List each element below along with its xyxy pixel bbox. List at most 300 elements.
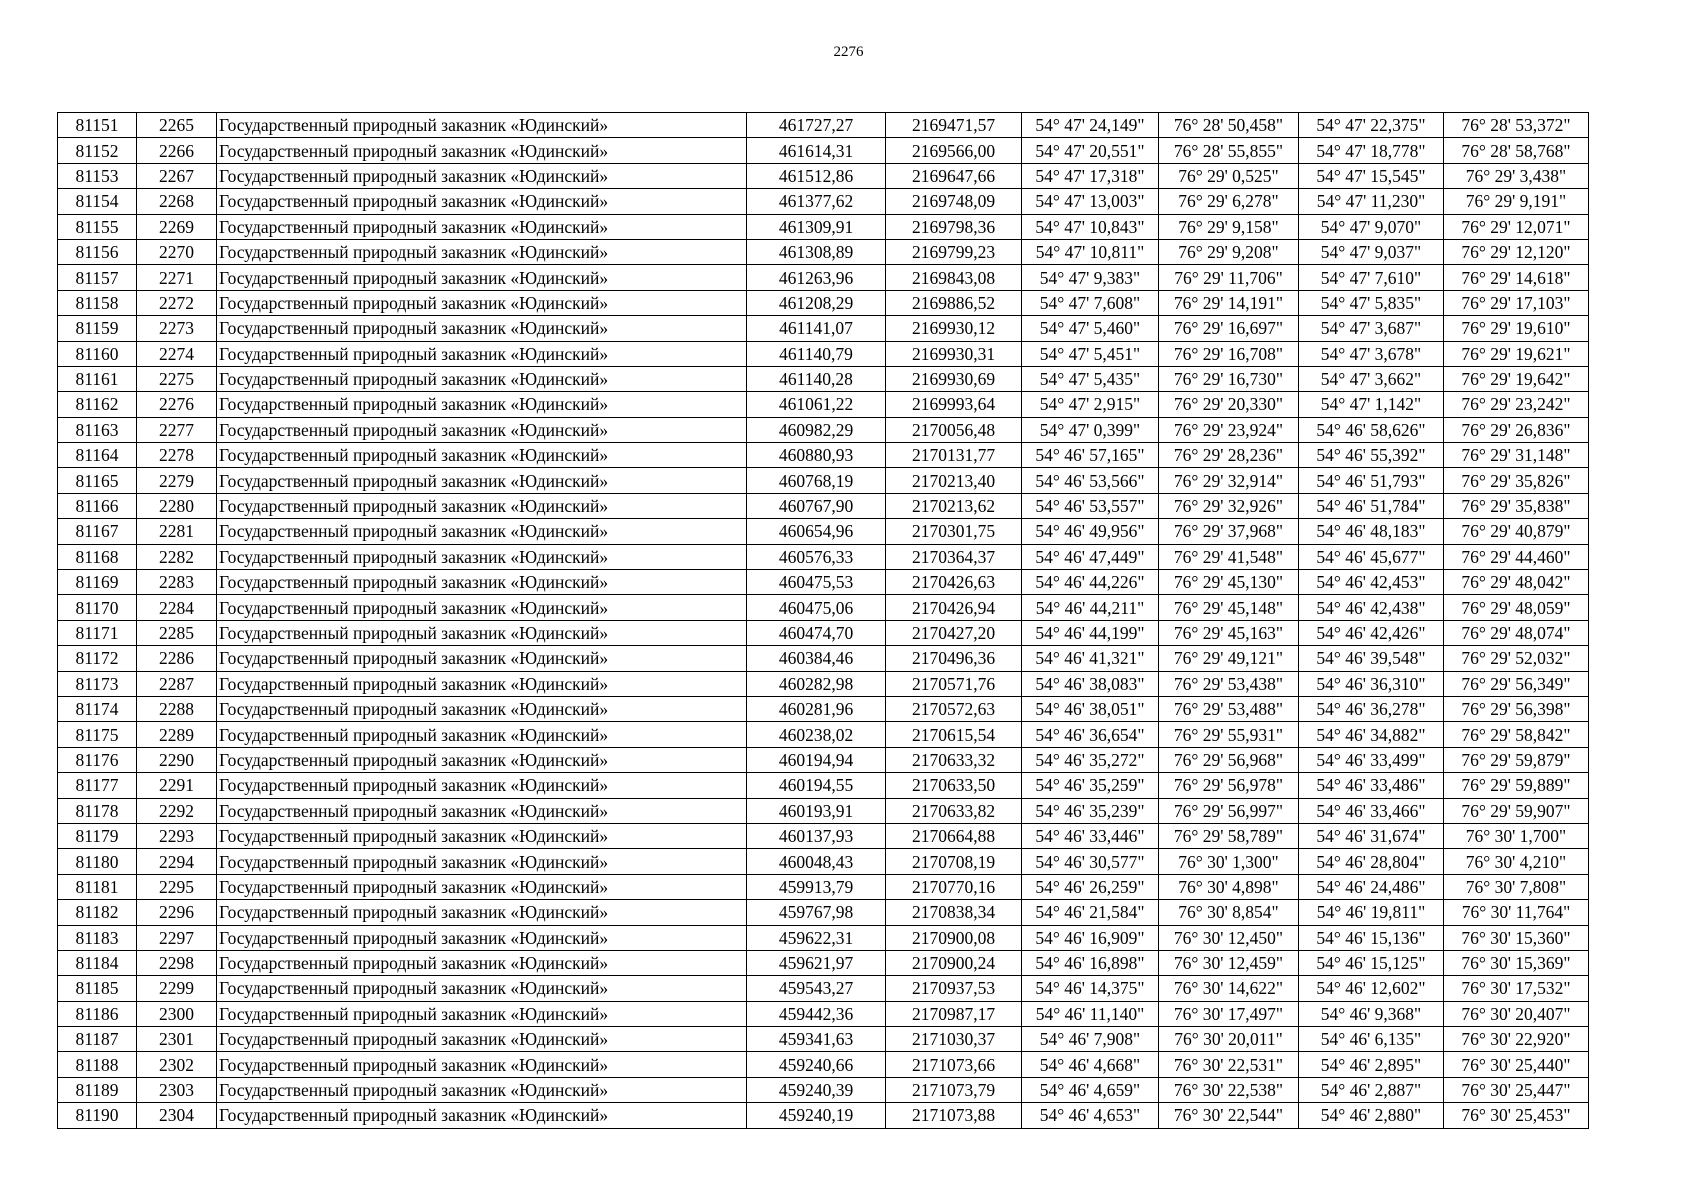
latitude-1-cell: 54° 47' 17,318" [1022,163,1159,188]
longitude-2-cell: 76° 29' 31,148" [1444,443,1589,468]
row-index-cell: 81161 [58,366,137,391]
latitude-2-cell: 54° 46' 15,125" [1299,950,1444,975]
latitude-1-cell: 54° 46' 21,584" [1022,900,1159,925]
row-index-cell: 81188 [58,1052,137,1077]
y-coordinate-cell: 2170633,50 [886,773,1022,798]
x-coordinate-cell: 460576,33 [747,544,886,569]
object-name-cell: Государственный природный заказник «Юдинский» [217,595,747,620]
point-number-cell: 2291 [137,773,217,798]
longitude-2-cell: 76° 29' 59,879" [1444,747,1589,772]
x-coordinate-cell: 460474,70 [747,620,886,645]
latitude-1-cell: 54° 46' 35,259" [1022,773,1159,798]
y-coordinate-cell: 2171030,37 [886,1027,1022,1052]
point-number-cell: 2285 [137,620,217,645]
y-coordinate-cell: 2171073,66 [886,1052,1022,1077]
x-coordinate-cell: 459240,39 [747,1077,886,1102]
longitude-1-cell: 76° 29' 45,163" [1159,620,1299,645]
latitude-1-cell: 54° 46' 49,956" [1022,519,1159,544]
point-number-cell: 2289 [137,722,217,747]
latitude-1-cell: 54° 47' 5,451" [1022,341,1159,366]
point-number-cell: 2266 [137,138,217,163]
row-index-cell: 81177 [58,773,137,798]
x-coordinate-cell: 460768,19 [747,468,886,493]
latitude-1-cell: 54° 46' 36,654" [1022,722,1159,747]
longitude-1-cell: 76° 29' 23,924" [1159,417,1299,442]
row-index-cell: 81154 [58,189,137,214]
y-coordinate-cell: 2170427,20 [886,620,1022,645]
row-index-cell: 81171 [58,620,137,645]
y-coordinate-cell: 2171073,79 [886,1077,1022,1102]
object-name-cell: Государственный природный заказник «Юдинский» [217,316,747,341]
point-number-cell: 2275 [137,366,217,391]
longitude-2-cell: 76° 29' 59,889" [1444,773,1589,798]
longitude-2-cell: 76° 29' 48,074" [1444,620,1589,645]
longitude-1-cell: 76° 29' 16,697" [1159,316,1299,341]
y-coordinate-cell: 2169566,00 [886,138,1022,163]
latitude-2-cell: 54° 47' 15,545" [1299,163,1444,188]
longitude-2-cell: 76° 29' 12,071" [1444,214,1589,239]
x-coordinate-cell: 459621,97 [747,950,886,975]
longitude-1-cell: 76° 30' 22,544" [1159,1103,1299,1128]
x-coordinate-cell: 460880,93 [747,443,886,468]
point-number-cell: 2268 [137,189,217,214]
table-row [58,976,1589,1001]
latitude-2-cell: 54° 46' 58,626" [1299,417,1444,442]
longitude-1-cell: 76° 29' 32,914" [1159,468,1299,493]
x-coordinate-cell: 460238,02 [747,722,886,747]
y-coordinate-cell: 2169799,23 [886,239,1022,264]
object-name-cell: Государственный природный заказник «Юдинский» [217,1052,747,1077]
latitude-1-cell: 54° 46' 4,653" [1022,1103,1159,1128]
longitude-1-cell: 76° 30' 1,300" [1159,849,1299,874]
point-number-cell: 2284 [137,595,217,620]
point-number-cell: 2272 [137,290,217,315]
table-row [58,900,1589,925]
y-coordinate-cell: 2170213,62 [886,493,1022,518]
longitude-1-cell: 76° 30' 12,450" [1159,925,1299,950]
row-index-cell: 81180 [58,849,137,874]
point-number-cell: 2301 [137,1027,217,1052]
table-row [58,519,1589,544]
longitude-2-cell: 76° 29' 48,059" [1444,595,1589,620]
table-row [58,1103,1589,1128]
row-index-cell: 81179 [58,823,137,848]
row-index-cell: 81157 [58,265,137,290]
x-coordinate-cell: 461140,79 [747,341,886,366]
object-name-cell: Государственный природный заказник «Юдинский» [217,239,747,264]
row-index-cell: 81187 [58,1027,137,1052]
latitude-2-cell: 54° 46' 31,674" [1299,823,1444,848]
x-coordinate-cell: 460282,98 [747,671,886,696]
x-coordinate-cell: 461377,62 [747,189,886,214]
row-index-cell: 81170 [58,595,137,620]
point-number-cell: 2283 [137,570,217,595]
row-index-cell: 81162 [58,392,137,417]
y-coordinate-cell: 2169993,64 [886,392,1022,417]
object-name-cell: Государственный природный заказник «Юдинский» [217,189,747,214]
row-index-cell: 81174 [58,696,137,721]
point-number-cell: 2273 [137,316,217,341]
point-number-cell: 2281 [137,519,217,544]
x-coordinate-cell: 460194,55 [747,773,886,798]
longitude-1-cell: 76° 30' 22,531" [1159,1052,1299,1077]
latitude-1-cell: 54° 46' 47,449" [1022,544,1159,569]
object-name-cell: Государственный природный заказник «Юдинский» [217,1077,747,1102]
table-row [58,214,1589,239]
y-coordinate-cell: 2170615,54 [886,722,1022,747]
latitude-1-cell: 54° 47' 20,551" [1022,138,1159,163]
object-name-cell: Государственный природный заказник «Юдинский» [217,570,747,595]
longitude-2-cell: 76° 29' 35,838" [1444,493,1589,518]
table-row [58,544,1589,569]
object-name-cell: Государственный природный заказник «Юдинский» [217,113,747,138]
table-row [58,1027,1589,1052]
latitude-1-cell: 54° 47' 24,149" [1022,113,1159,138]
y-coordinate-cell: 2169471,57 [886,113,1022,138]
latitude-2-cell: 54° 46' 2,895" [1299,1052,1444,1077]
latitude-2-cell: 54° 46' 33,466" [1299,798,1444,823]
row-index-cell: 81172 [58,646,137,671]
row-index-cell: 81153 [58,163,137,188]
longitude-2-cell: 76° 30' 7,808" [1444,874,1589,899]
row-index-cell: 81182 [58,900,137,925]
longitude-1-cell: 76° 29' 9,208" [1159,239,1299,264]
longitude-1-cell: 76° 29' 56,997" [1159,798,1299,823]
table-row [58,316,1589,341]
y-coordinate-cell: 2170987,17 [886,1001,1022,1026]
point-number-cell: 2270 [137,239,217,264]
x-coordinate-cell: 460137,93 [747,823,886,848]
longitude-2-cell: 76° 29' 52,032" [1444,646,1589,671]
y-coordinate-cell: 2169647,66 [886,163,1022,188]
longitude-2-cell: 76° 29' 48,042" [1444,570,1589,595]
x-coordinate-cell: 460475,06 [747,595,886,620]
longitude-1-cell: 76° 29' 14,191" [1159,290,1299,315]
latitude-2-cell: 54° 46' 51,793" [1299,468,1444,493]
longitude-2-cell: 76° 29' 26,836" [1444,417,1589,442]
longitude-1-cell: 76° 29' 49,121" [1159,646,1299,671]
point-number-cell: 2304 [137,1103,217,1128]
latitude-1-cell: 54° 46' 35,272" [1022,747,1159,772]
object-name-cell: Государственный природный заказник «Юдинский» [217,620,747,645]
row-index-cell: 81168 [58,544,137,569]
longitude-2-cell: 76° 29' 59,907" [1444,798,1589,823]
table-row [58,138,1589,163]
row-index-cell: 81181 [58,874,137,899]
longitude-1-cell: 76° 30' 14,622" [1159,976,1299,1001]
table-row [58,1001,1589,1026]
x-coordinate-cell: 460982,29 [747,417,886,442]
table-row [58,722,1589,747]
point-number-cell: 2299 [137,976,217,1001]
table-row [58,671,1589,696]
point-number-cell: 2267 [137,163,217,188]
latitude-2-cell: 54° 46' 9,368" [1299,1001,1444,1026]
latitude-1-cell: 54° 46' 30,577" [1022,849,1159,874]
table-body [58,113,1589,1129]
table-row [58,163,1589,188]
latitude-2-cell: 54° 46' 48,183" [1299,519,1444,544]
y-coordinate-cell: 2169886,52 [886,290,1022,315]
point-number-cell: 2288 [137,696,217,721]
latitude-1-cell: 54° 46' 53,557" [1022,493,1159,518]
point-number-cell: 2274 [137,341,217,366]
object-name-cell: Государственный природный заказник «Юдинский» [217,366,747,391]
y-coordinate-cell: 2170838,34 [886,900,1022,925]
object-name-cell: Государственный природный заказник «Юдинский» [217,214,747,239]
table-row [58,239,1589,264]
longitude-1-cell: 76° 29' 0,525" [1159,163,1299,188]
y-coordinate-cell: 2169930,12 [886,316,1022,341]
row-index-cell: 81158 [58,290,137,315]
table-row [58,366,1589,391]
page-number: 2276 [833,44,864,60]
longitude-2-cell: 76° 29' 9,191" [1444,189,1589,214]
y-coordinate-cell: 2170633,82 [886,798,1022,823]
table-row [58,950,1589,975]
latitude-1-cell: 54° 47' 13,003" [1022,189,1159,214]
longitude-1-cell: 76° 29' 56,978" [1159,773,1299,798]
longitude-2-cell: 76° 29' 40,879" [1444,519,1589,544]
y-coordinate-cell: 2170633,32 [886,747,1022,772]
latitude-2-cell: 54° 46' 55,392" [1299,443,1444,468]
latitude-2-cell: 54° 47' 7,610" [1299,265,1444,290]
object-name-cell: Государственный природный заказник «Юдинский» [217,773,747,798]
longitude-2-cell: 76° 29' 17,103" [1444,290,1589,315]
table-row [58,1077,1589,1102]
object-name-cell: Государственный природный заказник «Юдинский» [217,392,747,417]
x-coordinate-cell: 460654,96 [747,519,886,544]
row-index-cell: 81178 [58,798,137,823]
row-index-cell: 81185 [58,976,137,1001]
object-name-cell: Государственный природный заказник «Юдинский» [217,493,747,518]
latitude-1-cell: 54° 47' 9,383" [1022,265,1159,290]
y-coordinate-cell: 2170900,08 [886,925,1022,950]
longitude-1-cell: 76° 29' 11,706" [1159,265,1299,290]
point-number-cell: 2296 [137,900,217,925]
y-coordinate-cell: 2169798,36 [886,214,1022,239]
x-coordinate-cell: 459767,98 [747,900,886,925]
longitude-1-cell: 76° 29' 28,236" [1159,443,1299,468]
longitude-2-cell: 76° 30' 17,532" [1444,976,1589,1001]
x-coordinate-cell: 461208,29 [747,290,886,315]
latitude-1-cell: 54° 46' 4,659" [1022,1077,1159,1102]
longitude-1-cell: 76° 29' 20,330" [1159,392,1299,417]
table-row [58,849,1589,874]
latitude-1-cell: 54° 47' 5,435" [1022,366,1159,391]
x-coordinate-cell: 461140,28 [747,366,886,391]
x-coordinate-cell: 461727,27 [747,113,886,138]
y-coordinate-cell: 2170301,75 [886,519,1022,544]
row-index-cell: 81186 [58,1001,137,1026]
latitude-1-cell: 54° 46' 41,321" [1022,646,1159,671]
object-name-cell: Государственный природный заказник «Юдинский» [217,138,747,163]
table-row [58,798,1589,823]
longitude-2-cell: 76° 28' 53,372" [1444,113,1589,138]
longitude-2-cell: 76° 29' 19,610" [1444,316,1589,341]
point-number-cell: 2292 [137,798,217,823]
y-coordinate-cell: 2170664,88 [886,823,1022,848]
longitude-2-cell: 76° 30' 15,369" [1444,950,1589,975]
latitude-2-cell: 54° 46' 36,278" [1299,696,1444,721]
longitude-2-cell: 76° 30' 15,360" [1444,925,1589,950]
object-name-cell: Государственный природный заказник «Юдинский» [217,519,747,544]
row-index-cell: 81176 [58,747,137,772]
x-coordinate-cell: 461141,07 [747,316,886,341]
row-index-cell: 81152 [58,138,137,163]
x-coordinate-cell: 460194,94 [747,747,886,772]
y-coordinate-cell: 2169930,69 [886,366,1022,391]
latitude-1-cell: 54° 47' 0,399" [1022,417,1159,442]
y-coordinate-cell: 2170708,19 [886,849,1022,874]
object-name-cell: Государственный природный заказник «Юдинский» [217,544,747,569]
object-name-cell: Государственный природный заказник «Юдинский» [217,290,747,315]
object-name-cell: Государственный природный заказник «Юдинский» [217,468,747,493]
x-coordinate-cell: 461309,91 [747,214,886,239]
table-row [58,189,1589,214]
table-row [58,773,1589,798]
row-index-cell: 81155 [58,214,137,239]
y-coordinate-cell: 2170900,24 [886,950,1022,975]
object-name-cell: Государственный природный заказник «Юдинский» [217,849,747,874]
latitude-2-cell: 54° 47' 1,142" [1299,392,1444,417]
point-number-cell: 2265 [137,113,217,138]
longitude-1-cell: 76° 29' 37,968" [1159,519,1299,544]
x-coordinate-cell: 459341,63 [747,1027,886,1052]
point-number-cell: 2290 [137,747,217,772]
point-number-cell: 2280 [137,493,217,518]
longitude-2-cell: 76° 29' 35,826" [1444,468,1589,493]
latitude-1-cell: 54° 46' 7,908" [1022,1027,1159,1052]
point-number-cell: 2271 [137,265,217,290]
longitude-2-cell: 76° 30' 4,210" [1444,849,1589,874]
object-name-cell: Государственный природный заказник «Юдинский» [217,671,747,696]
object-name-cell: Государственный природный заказник «Юдинский» [217,798,747,823]
longitude-1-cell: 76° 29' 53,488" [1159,696,1299,721]
point-number-cell: 2302 [137,1052,217,1077]
x-coordinate-cell: 459442,36 [747,1001,886,1026]
table-row [58,341,1589,366]
latitude-2-cell: 54° 46' 42,453" [1299,570,1444,595]
latitude-1-cell: 54° 46' 4,668" [1022,1052,1159,1077]
object-name-cell: Государственный природный заказник «Юдинский» [217,1027,747,1052]
latitude-2-cell: 54° 46' 28,804" [1299,849,1444,874]
object-name-cell: Государственный природный заказник «Юдинский» [217,747,747,772]
table-row [58,823,1589,848]
longitude-1-cell: 76° 30' 22,538" [1159,1077,1299,1102]
longitude-2-cell: 76° 30' 1,700" [1444,823,1589,848]
object-name-cell: Государственный природный заказник «Юдинский» [217,417,747,442]
row-index-cell: 81175 [58,722,137,747]
point-number-cell: 2279 [137,468,217,493]
point-number-cell: 2297 [137,925,217,950]
latitude-2-cell: 54° 46' 45,677" [1299,544,1444,569]
table-row [58,113,1589,138]
row-index-cell: 81189 [58,1077,137,1102]
table-row [58,468,1589,493]
object-name-cell: Государственный природный заказник «Юдинский» [217,722,747,747]
longitude-2-cell: 76° 29' 23,242" [1444,392,1589,417]
coordinates-table [57,112,1589,1129]
latitude-2-cell: 54° 46' 15,136" [1299,925,1444,950]
latitude-1-cell: 54° 46' 44,211" [1022,595,1159,620]
object-name-cell: Государственный природный заказник «Юдинский» [217,823,747,848]
x-coordinate-cell: 459913,79 [747,874,886,899]
object-name-cell: Государственный природный заказник «Юдинский» [217,1001,747,1026]
longitude-1-cell: 76° 29' 32,926" [1159,493,1299,518]
longitude-1-cell: 76° 29' 16,730" [1159,366,1299,391]
latitude-1-cell: 54° 46' 57,165" [1022,443,1159,468]
latitude-1-cell: 54° 46' 16,898" [1022,950,1159,975]
y-coordinate-cell: 2170571,76 [886,671,1022,696]
row-index-cell: 81169 [58,570,137,595]
x-coordinate-cell: 460193,91 [747,798,886,823]
object-name-cell: Государственный природный заказник «Юдинский» [217,646,747,671]
y-coordinate-cell: 2170213,40 [886,468,1022,493]
longitude-2-cell: 76° 30' 11,764" [1444,900,1589,925]
longitude-2-cell: 76° 29' 58,842" [1444,722,1589,747]
object-name-cell: Государственный природный заказник «Юдинский» [217,1103,747,1128]
y-coordinate-cell: 2170056,48 [886,417,1022,442]
longitude-1-cell: 76° 29' 45,148" [1159,595,1299,620]
latitude-2-cell: 54° 47' 3,662" [1299,366,1444,391]
longitude-1-cell: 76° 28' 50,458" [1159,113,1299,138]
latitude-1-cell: 54° 46' 53,566" [1022,468,1159,493]
x-coordinate-cell: 459622,31 [747,925,886,950]
row-index-cell: 81164 [58,443,137,468]
latitude-2-cell: 54° 46' 39,548" [1299,646,1444,671]
row-index-cell: 81159 [58,316,137,341]
row-index-cell: 81173 [58,671,137,696]
longitude-2-cell: 76° 30' 25,447" [1444,1077,1589,1102]
latitude-2-cell: 54° 46' 42,426" [1299,620,1444,645]
latitude-1-cell: 54° 46' 38,051" [1022,696,1159,721]
y-coordinate-cell: 2170770,16 [886,874,1022,899]
longitude-1-cell: 76° 29' 16,708" [1159,341,1299,366]
x-coordinate-cell: 459240,66 [747,1052,886,1077]
point-number-cell: 2298 [137,950,217,975]
row-index-cell: 81165 [58,468,137,493]
row-index-cell: 81184 [58,950,137,975]
point-number-cell: 2286 [137,646,217,671]
longitude-2-cell: 76° 30' 25,440" [1444,1052,1589,1077]
row-index-cell: 81163 [58,417,137,442]
object-name-cell: Государственный природный заказник «Юдинский» [217,874,747,899]
latitude-1-cell: 54° 46' 14,375" [1022,976,1159,1001]
y-coordinate-cell: 2169930,31 [886,341,1022,366]
row-index-cell: 81156 [58,239,137,264]
latitude-2-cell: 54° 46' 36,310" [1299,671,1444,696]
x-coordinate-cell: 461061,22 [747,392,886,417]
row-index-cell: 81166 [58,493,137,518]
row-index-cell: 81160 [58,341,137,366]
latitude-2-cell: 54° 46' 33,499" [1299,747,1444,772]
longitude-2-cell: 76° 29' 44,460" [1444,544,1589,569]
x-coordinate-cell: 461614,31 [747,138,886,163]
y-coordinate-cell: 2171073,88 [886,1103,1022,1128]
object-name-cell: Государственный природный заказник «Юдинский» [217,900,747,925]
latitude-2-cell: 54° 47' 11,230" [1299,189,1444,214]
x-coordinate-cell: 459240,19 [747,1103,886,1128]
longitude-2-cell: 76° 29' 12,120" [1444,239,1589,264]
latitude-1-cell: 54° 47' 5,460" [1022,316,1159,341]
object-name-cell: Государственный природный заказник «Юдинский» [217,925,747,950]
table-row [58,443,1589,468]
table-row [58,646,1589,671]
y-coordinate-cell: 2170131,77 [886,443,1022,468]
latitude-1-cell: 54° 46' 16,909" [1022,925,1159,950]
table-row [58,493,1589,518]
